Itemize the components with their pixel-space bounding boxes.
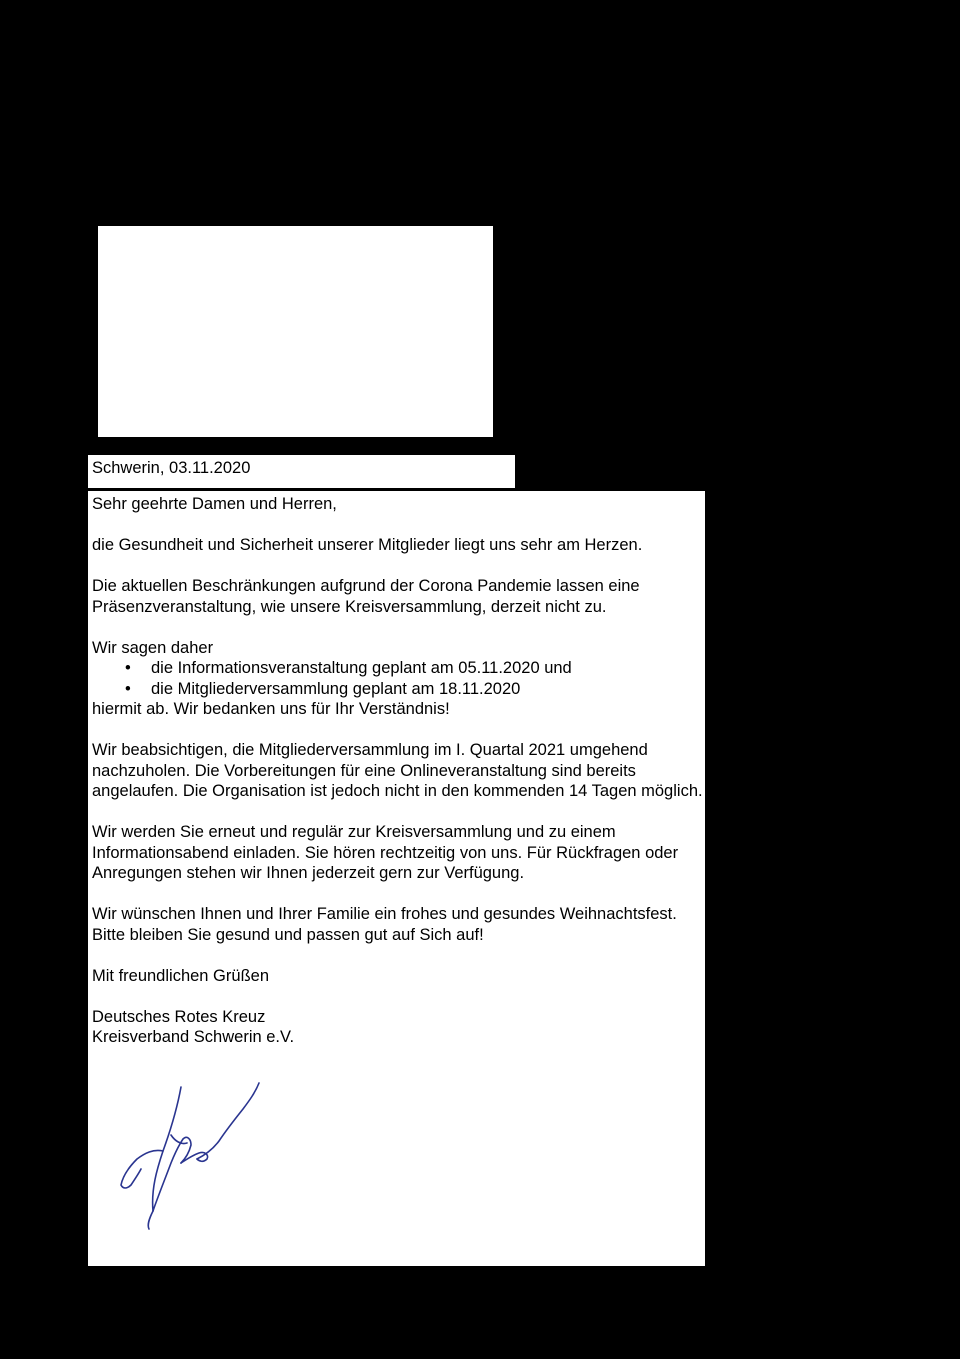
date-line-box	[88, 455, 515, 488]
bullet-icon: •	[125, 679, 131, 698]
paragraph-health: die Gesundheit und Sicherheit unserer Mitglieder liegt uns sehr am Herzen.	[92, 536, 643, 554]
paragraph-invitation: Wir werden Sie erneut und regulär zur Kreisversammlung und zu einem Informationsabend einladen. Sie hören rechtzeitig von uns. Für Rückfragen oder Anregungen stehen wir Ihnen jederzeit gern zur Verfügung.	[92, 823, 679, 882]
redacted-address-block	[98, 226, 493, 437]
date-line: Schwerin, 03.11.2020	[92, 459, 251, 477]
salutation: Sehr geehrte Damen und Herren,	[92, 495, 337, 513]
organization-branch: Kreisverband Schwerin e.V.	[92, 1028, 295, 1046]
organization-name: Deutsches Rotes Kreuz	[92, 1007, 266, 1026]
cancelled-events-list	[92, 658, 705, 699]
bullet-icon: •	[125, 659, 131, 677]
cancel-outro: hiermit ab. Wir bedanken uns für Ihr Verständnis!	[92, 700, 450, 718]
cancel-intro: Wir sagen daher	[92, 638, 214, 657]
paragraph-plans: Wir beabsichtigen, die Mitgliederversammlung im I. Quartal 2021 umgehend nachzuholen. Die Vorbereitungen für eine Onlineveranstaltung sind bereits angelaufen. Die Organisation ist jedoch nicht in den kommenden 14 Tagen möglich.	[92, 741, 703, 800]
letter-body	[88, 491, 705, 1266]
paragraph-restrictions: Die aktuellen Beschränkungen aufgrund der Corona Pandemie lassen eine Präsenzveranstaltung, wie unsere Kreisversammlung, derzeit nicht zu.	[92, 577, 640, 616]
closing: Mit freundlichen Grüßen	[92, 966, 269, 985]
list-item: • die Informationsveranstaltung geplant am 05.11.2020 und	[125, 659, 572, 677]
list-item: • die Mitgliederversammlung geplant am 18.11.2020	[125, 679, 521, 698]
signature-image	[113, 1079, 263, 1234]
paragraph-wishes: Wir wünschen Ihnen und Ihrer Familie ein frohes und gesundes Weihnachtsfest. Bitte bleiben Sie gesund und passen gut auf Sich auf!	[92, 905, 677, 944]
